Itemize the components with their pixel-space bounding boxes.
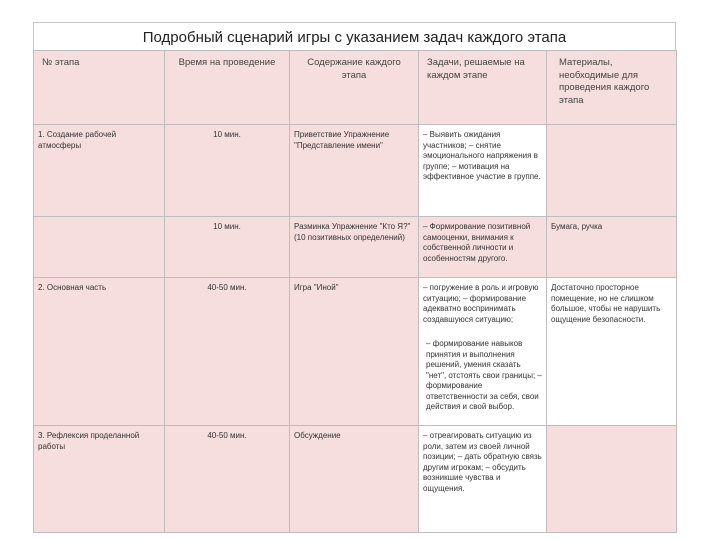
cell-time: 40-50 мин. [165,278,290,426]
table-header-row [34,51,677,125]
cell-stage: 3. Рефлексия проделанной работы [34,426,165,533]
header-stage-no: № этапа [34,51,165,125]
table-row [34,125,677,217]
cell-tasks-text: – погружение в роль и игровую ситуацию; – формирование адекватно воспринимать создавшуюся ситуацию; [423,283,539,324]
header-content: Содержание каждого этапа [290,51,419,125]
cell-time: 10 мин. [165,125,290,217]
scenario-table [33,50,677,533]
table-row [34,217,677,278]
cell-time: 40-50 мин. [165,426,290,533]
cell-tasks: – Выявить ожидания участников; – снятие эмоционального напряжения в группе; – мотивация на эффективное участие в группе. [419,125,547,217]
cell-materials [547,125,677,217]
cell-tasks [419,278,547,426]
cell-content: Приветствие Упражнение "Представление имени" [290,125,419,217]
table-row [34,426,677,533]
cell-content: Игра "Иной" [290,278,419,426]
slide-title: Подробный сценарий игры с указанием задач каждого этапа [142,29,567,46]
cell-stage: 2. Основная часть [34,278,165,426]
cell-stage [34,217,165,278]
cell-materials: Достаточно просторное помещение, но не слишком большое, чтобы не нарушить ощущение безопасности. [547,278,677,426]
header-tasks: Задачи, решаемые на каждом этапе [419,51,547,125]
cell-materials: Бумага, ручка [547,217,677,278]
table-row [34,278,677,426]
cell-content: Разминка Упражнение "Кто Я?" (10 позитивных определений) [290,217,419,278]
header-time: Время на проведение [165,51,290,125]
header-materials: Материалы, необходимые для проведения каждого этапа [547,51,677,125]
cell-tasks-extra-text: – формирование навыков принятия и выполнения решений, умения сказать "нет", отстоять свои границы; – формирование ответственности за себя, свои действия и свой выбор. [426,339,542,411]
cell-time: 10 мин. [165,217,290,278]
cell-tasks: – Формирование позитивной самооценки, внимания к собственной личности и особенностям другого. [419,217,547,278]
cell-materials [547,426,677,533]
cell-tasks: – отреагировать ситуацию из роли, затем из своей личной позиции; – дать обратную связь другим игрокам; – обсудить возникшие чувства и ощущения. [419,426,547,533]
cell-stage: 1. Создание рабочей атмосферы [34,125,165,217]
cell-content: Обсуждение [290,426,419,533]
